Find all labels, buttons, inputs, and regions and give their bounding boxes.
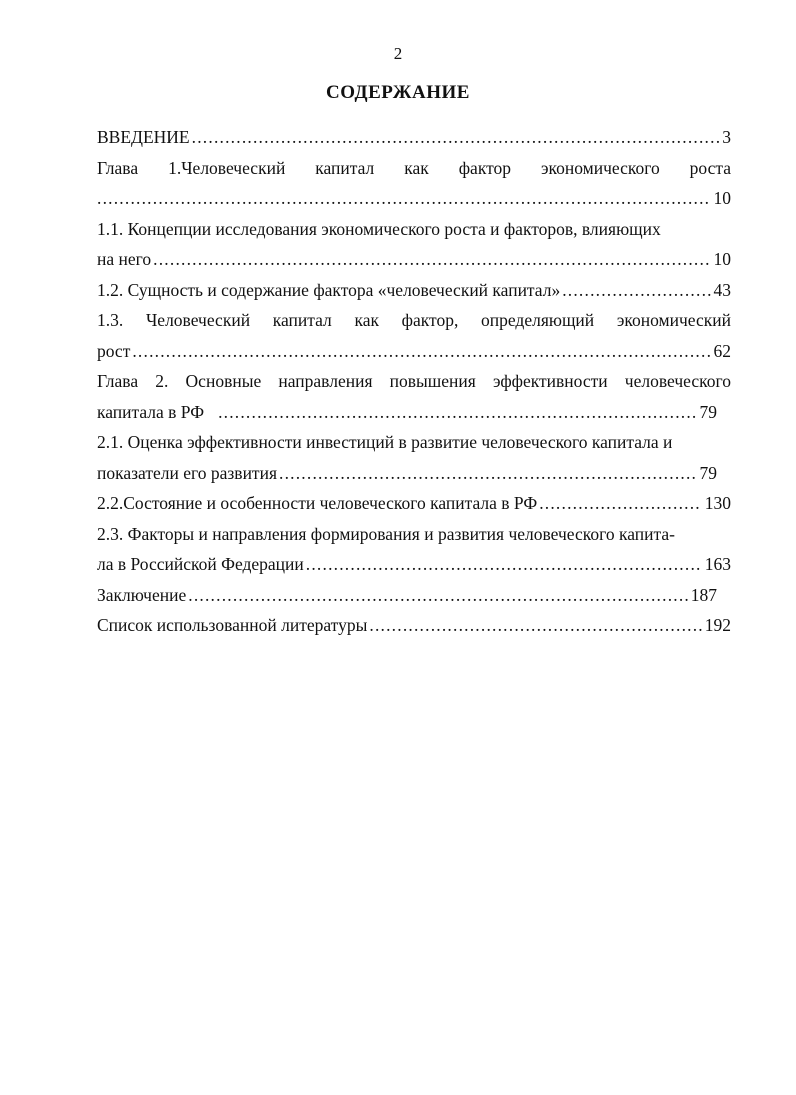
dot-leader <box>279 458 697 489</box>
toc-word: 1.Человеческий <box>168 157 286 178</box>
toc-word: 2. <box>155 371 169 391</box>
toc-entry-section-1-3-cont <box>97 336 731 367</box>
toc-entry-section-1-1: 1.1. Концепции исследования экономического роста и факторов, влияющих <box>97 218 661 239</box>
toc-word: Человеческий <box>145 310 251 330</box>
toc-page-number: 163 <box>704 554 731 574</box>
toc-page-number: 187 <box>690 584 717 605</box>
dot-leader <box>218 397 696 428</box>
toc-entry-section-1-2 <box>97 275 731 306</box>
toc-word: как <box>404 157 429 178</box>
toc-entry-label: Список использованной литературы <box>97 615 368 635</box>
toc-word: Глава <box>97 371 139 391</box>
toc-word: роста <box>689 157 731 178</box>
toc-word: фактор, <box>401 310 459 330</box>
toc-page-number: 3 <box>722 127 731 147</box>
toc-page-number: 130 <box>704 493 731 513</box>
toc-word: направления <box>278 371 373 391</box>
toc-entry-section-1-1-cont <box>97 244 731 275</box>
toc-word: экономического <box>540 157 660 178</box>
toc-entry-chapter-1-page <box>97 183 731 214</box>
dot-leader <box>306 549 702 580</box>
page-title: СОДЕРЖАНИЕ <box>326 82 470 103</box>
toc-word: фактор <box>458 157 512 178</box>
toc-entry-label: капитала в РФ <box>97 401 205 422</box>
toc-entry-chapter-2 <box>97 366 731 397</box>
toc-word: Глава <box>97 157 139 178</box>
toc-entry-label: на него <box>97 249 152 269</box>
toc-entry-references <box>97 610 731 641</box>
toc-entry-label: показатели его развития <box>97 462 277 483</box>
toc-entry-label: 1.2. Сущность и содержание фактора «человеческий капитал» <box>97 279 561 300</box>
toc-page-number: 79 <box>699 462 717 483</box>
dot-leader <box>539 488 702 519</box>
dot-leader <box>562 275 710 306</box>
toc-word: как <box>354 310 379 330</box>
toc-entry-section-2-1-cont <box>97 458 731 489</box>
toc-entry-chapter-1 <box>97 153 731 184</box>
toc-page-number: 62 <box>713 340 731 361</box>
toc-entry-conclusion <box>97 580 731 611</box>
toc-word: эффективности <box>492 371 608 391</box>
toc-word: повышения <box>389 371 476 391</box>
toc-word: Основные <box>185 371 262 391</box>
toc-word: капитал <box>315 157 375 178</box>
toc-entry-section-2-2 <box>97 488 731 519</box>
dot-leader <box>97 183 711 214</box>
dot-leader <box>369 610 701 641</box>
page-number: 2 <box>393 44 403 63</box>
toc-page-number: 10 <box>713 249 731 269</box>
toc-word: 1.3. <box>97 310 124 330</box>
toc-entry-label: рост <box>97 340 131 361</box>
toc-word: человеческого <box>624 371 731 391</box>
toc-entry-label: ВВЕДЕНИЕ <box>97 127 190 147</box>
dot-leader <box>192 122 720 153</box>
toc-page-number: 79 <box>699 401 717 422</box>
toc-entry-section-2-1: 2.1. Оценка эффективности инвестиций в развитие человеческого капитала и <box>97 432 673 452</box>
toc-entry-section-1-3 <box>97 305 731 336</box>
table-of-contents <box>97 122 731 641</box>
toc-page-number: 43 <box>713 279 731 300</box>
toc-word: капитал <box>272 310 332 330</box>
toc-entry-section-2-3: 2.3. Факторы и направления формирования и развития человеческого капита- <box>97 523 675 544</box>
dot-leader <box>132 336 710 367</box>
toc-entry-label: 2.2.Состояние и особенности человеческого капитала в РФ <box>97 493 538 513</box>
toc-entry-chapter-2-cont <box>97 397 731 428</box>
toc-entry-section-2-3-cont <box>97 549 731 580</box>
toc-word: определяющий <box>481 310 595 330</box>
toc-page-number: 10 <box>713 188 731 208</box>
toc-page-number: 192 <box>704 615 731 635</box>
toc-entry-introduction <box>97 122 731 153</box>
toc-entry-label: Заключение <box>97 584 187 605</box>
dot-leader <box>188 580 688 611</box>
dot-leader <box>153 244 710 275</box>
toc-word: экономический <box>616 310 731 330</box>
toc-entry-label: ла в Российской Федерации <box>97 554 304 574</box>
